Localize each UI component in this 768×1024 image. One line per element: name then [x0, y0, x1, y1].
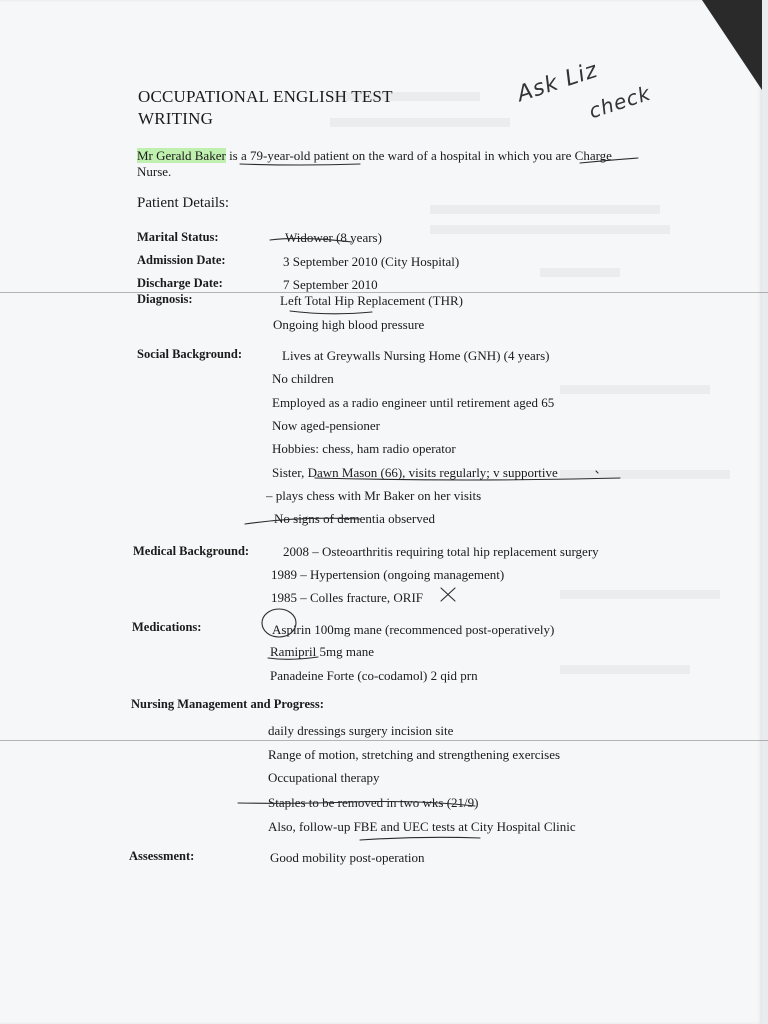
assessment-value: Good mobility post-operation — [270, 850, 425, 865]
social-background-label: Social Background: — [137, 347, 242, 361]
social-background-line: Employed as a radio engineer until retirement aged 65 — [272, 395, 555, 410]
pen-underline — [268, 657, 318, 659]
social-background-line: Lives at Greywalls Nursing Home (GNH) (4 years) — [282, 348, 550, 363]
marital-status-label: Marital Status: — [137, 230, 219, 244]
admission-date-value: 3 September 2010 (City Hospital) — [283, 254, 460, 269]
medical-background-line: 1985 – Colles fracture, ORIF — [271, 590, 424, 605]
patient-intro-text: is a 79-year-old patient on the ward of a hospital in which you are Charge Nurse. — [137, 148, 612, 179]
pen-circle — [262, 609, 296, 637]
medical-background-line: 1989 – Hypertension (ongoing management) — [271, 567, 505, 582]
medication-line: Ramipril 5mg mane — [270, 644, 374, 659]
nursing-management-line: Staples to be removed in two wks (21/9) — [268, 795, 479, 810]
patient-name-highlight: Mr Gerald Baker — [137, 148, 226, 163]
pen-cross — [441, 588, 455, 601]
discharge-date-label: Discharge Date: — [137, 276, 223, 290]
title-line-2: WRITING — [138, 109, 214, 128]
handwritten-note-line-2: check — [585, 80, 654, 124]
nursing-management-line: Occupational therapy — [268, 770, 380, 785]
social-background-line: Now aged-pensioner — [272, 418, 380, 433]
marital-status-value: Widower (8 years) — [285, 230, 382, 245]
medication-line: Panadeine Forte (co-codamol) 2 qid prn — [270, 668, 478, 683]
social-background-line: No children — [272, 371, 334, 386]
social-background-line: No signs of dementia observed — [274, 511, 436, 526]
title-line-1: OCCUPATIONAL ENGLISH TEST — [138, 87, 393, 106]
pen-tick — [596, 471, 598, 473]
medical-background-line: 2008 – Osteoarthritis requiring total hip replacement surgery — [283, 544, 599, 559]
pen-underline — [360, 837, 480, 840]
pen-underline — [290, 311, 372, 314]
diagnosis-label: Diagnosis: — [137, 292, 193, 306]
pen-underline — [315, 478, 620, 480]
diagnosis-line: Left Total Hip Replacement (THR) — [280, 293, 463, 308]
nursing-management-line: Also, follow-up FBE and UEC tests at City Hospital Clinic — [268, 819, 576, 834]
medication-line: Aspirin 100mg mane (recommenced post-operatively) — [272, 622, 555, 637]
social-background-line: Sister, Dawn Mason (66), visits regularly; v supportive — [272, 465, 558, 480]
nursing-management-label: Nursing Management and Progress: — [131, 697, 324, 711]
pen-underline — [238, 802, 475, 807]
pen-underline — [580, 158, 638, 163]
nursing-management-line: daily dressings surgery incision site — [268, 723, 454, 738]
medications-label: Medications: — [132, 620, 202, 634]
pen-underline — [245, 518, 360, 524]
medical-background-label: Medical Background: — [133, 544, 250, 558]
pen-underline — [270, 238, 352, 242]
pen-underline — [240, 164, 360, 165]
nursing-management-line: Range of motion, stretching and strengthening exercises — [268, 747, 561, 762]
patient-details-heading: Patient Details: — [137, 195, 230, 211]
diagnosis-line: Ongoing high blood pressure — [273, 317, 425, 332]
social-background-line: – plays chess with Mr Baker on her visits — [266, 488, 482, 503]
handwritten-note-line-1: Ask Liz — [514, 57, 601, 108]
social-background-line: Hobbies: chess, ham radio operator — [272, 441, 456, 456]
discharge-date-value: 7 September 2010 — [283, 277, 378, 292]
assessment-label: Assessment: — [129, 849, 195, 863]
admission-date-label: Admission Date: — [137, 253, 226, 267]
